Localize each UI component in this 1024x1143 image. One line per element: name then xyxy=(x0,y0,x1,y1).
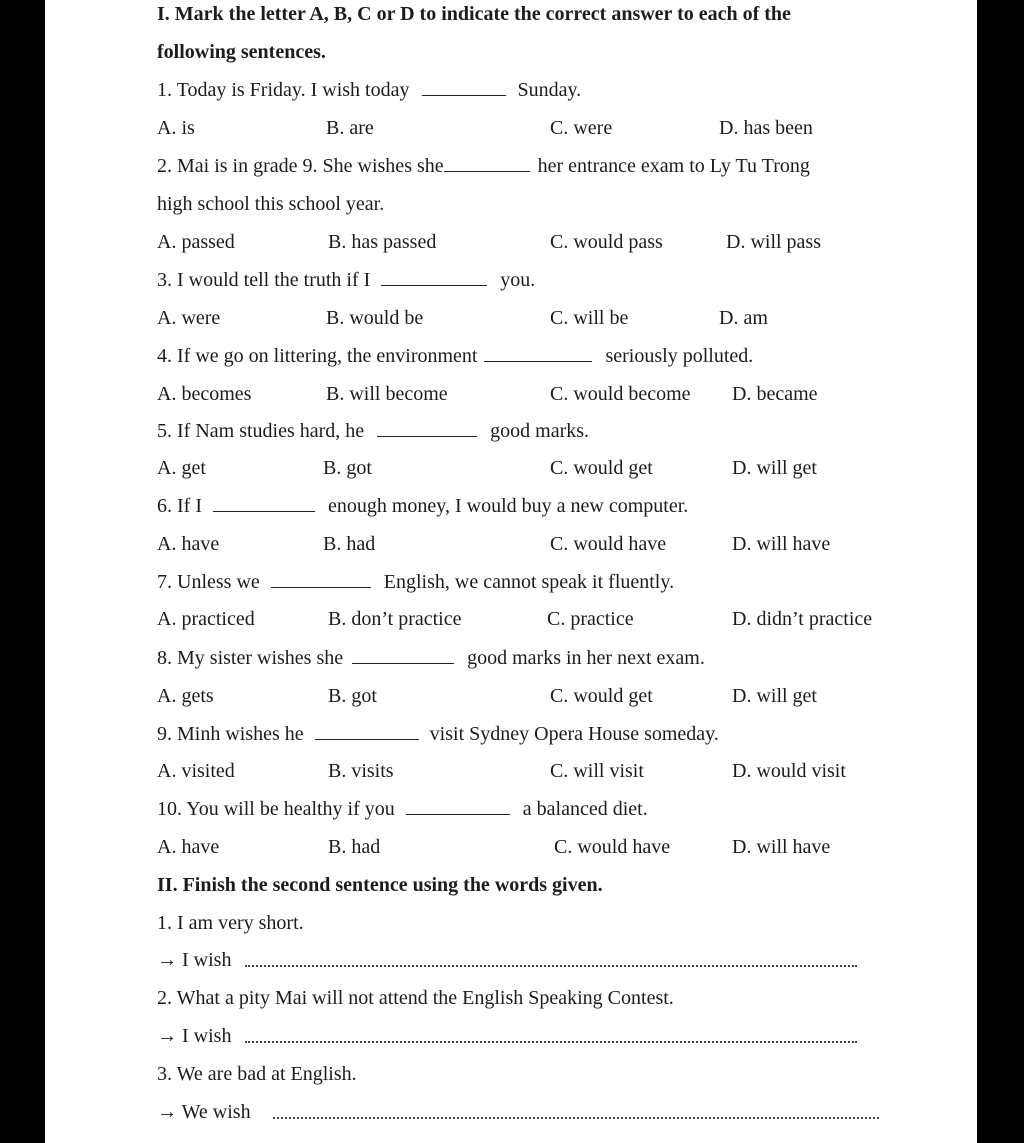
question-8 xyxy=(157,646,705,670)
rewrite-sentence-3: 3. We are bad at English. xyxy=(157,1063,357,1085)
option-a: A. is xyxy=(157,117,195,139)
option-b: B. has passed xyxy=(328,231,437,253)
option-b: B. would be xyxy=(326,307,424,329)
question-text: 3. I would tell the truth if I xyxy=(157,269,371,291)
question-text-end: a balanced diet. xyxy=(522,798,648,820)
option-a: A. have xyxy=(157,836,220,858)
answer-line-2 xyxy=(245,1041,857,1043)
answer-blank xyxy=(377,420,477,437)
option-c: C. will visit xyxy=(550,760,644,782)
option-c: C. would have xyxy=(550,533,667,555)
part2-title: II. Finish the second sentence using the words given. xyxy=(157,874,603,896)
question-text-end: good marks. xyxy=(490,420,590,442)
question-text: 8. My sister wishes she xyxy=(157,647,344,669)
answer-blank xyxy=(484,345,592,362)
question-7 xyxy=(157,570,674,594)
option-b: B. had xyxy=(328,836,381,858)
answer-line-1 xyxy=(245,965,857,967)
question-3 xyxy=(157,268,535,292)
answer-blank xyxy=(352,647,454,664)
option-a: A. have xyxy=(157,533,220,555)
answer-blank xyxy=(381,269,487,286)
option-a: A. get xyxy=(157,457,206,479)
question-text-end: her entrance exam to Ly Tu Trong xyxy=(537,155,810,177)
question-9 xyxy=(157,722,719,746)
question-text: 9. Minh wishes he xyxy=(157,723,304,745)
option-c: C. would become xyxy=(550,383,691,405)
question-text-end: enough money, I would buy a new computer. xyxy=(327,495,689,517)
option-a: A. passed xyxy=(157,231,235,253)
rewrite-prompt-2: → I wish xyxy=(157,1025,232,1047)
option-d: D. will pass xyxy=(726,231,821,253)
question-text: 2. Mai is in grade 9. She wishes she xyxy=(157,155,444,177)
question-text-end: seriously polluted. xyxy=(605,345,754,367)
question-2-continuation: high school this school year. xyxy=(157,193,385,215)
answer-blank xyxy=(315,723,419,740)
question-text: 1. Today is Friday. I wish today xyxy=(157,79,410,101)
option-d: D. has been xyxy=(719,117,813,139)
option-d: D. will have xyxy=(732,836,831,858)
option-c: C. will be xyxy=(550,307,629,329)
option-d: D. became xyxy=(732,383,818,405)
option-b: B. are xyxy=(326,117,374,139)
rewrite-sentence-1: 1. I am very short. xyxy=(157,912,304,934)
option-d: D. am xyxy=(719,307,768,329)
option-d: D. didn’t practice xyxy=(732,608,873,630)
question-4 xyxy=(157,344,753,368)
option-b: B. visits xyxy=(328,760,394,782)
answer-blank xyxy=(271,571,371,588)
question-text-end: you. xyxy=(500,269,536,291)
option-c: C. were xyxy=(550,117,613,139)
option-a: A. gets xyxy=(157,685,214,707)
question-text-end: good marks in her next exam. xyxy=(467,647,705,669)
question-6 xyxy=(157,494,688,518)
option-c: C. would have xyxy=(554,836,671,858)
question-text: 10. You will be healthy if you xyxy=(157,798,395,820)
answer-blank xyxy=(444,155,530,172)
option-b: B. had xyxy=(323,533,376,555)
question-text: 7. Unless we xyxy=(157,571,260,593)
option-c: C. would pass xyxy=(550,231,663,253)
part1-title-line2: following sentences. xyxy=(157,41,326,63)
option-a: A. visited xyxy=(157,760,235,782)
question-10 xyxy=(157,797,648,821)
option-b: B. don’t practice xyxy=(328,608,462,630)
question-text-end: Sunday. xyxy=(517,79,582,101)
option-c: C. would get xyxy=(550,457,653,479)
option-d: D. would visit xyxy=(732,760,846,782)
rewrite-prompt-3: → We wish xyxy=(157,1101,251,1123)
worksheet-page xyxy=(45,0,977,1143)
answer-blank xyxy=(406,798,510,815)
option-d: D. will get xyxy=(732,457,817,479)
question-text-end: visit Sydney Opera House someday. xyxy=(429,723,719,745)
option-c: C. would get xyxy=(550,685,653,707)
option-d: D. will get xyxy=(732,685,817,707)
option-d: D. will have xyxy=(732,533,831,555)
option-a: A. becomes xyxy=(157,383,252,405)
question-1 xyxy=(157,78,581,102)
question-text: 6. If I xyxy=(157,495,202,517)
answer-line-3 xyxy=(273,1117,879,1119)
part1-title-line1: I. Mark the letter A, B, C or D to indicate the correct answer to each of the xyxy=(157,3,791,25)
option-a: A. practiced xyxy=(157,608,255,630)
option-c: C. practice xyxy=(547,608,634,630)
answer-blank xyxy=(422,79,506,96)
question-text-end: English, we cannot speak it fluently. xyxy=(383,571,675,593)
option-b: B. will become xyxy=(326,383,448,405)
option-b: B. got xyxy=(323,457,372,479)
option-a: A. were xyxy=(157,307,221,329)
answer-blank xyxy=(213,495,315,512)
question-5 xyxy=(157,419,589,443)
rewrite-sentence-2: 2. What a pity Mai will not attend the English Speaking Contest. xyxy=(157,987,674,1009)
question-text: 5. If Nam studies hard, he xyxy=(157,420,365,442)
question-text: 4. If we go on littering, the environment xyxy=(157,345,478,367)
rewrite-prompt-1: → I wish xyxy=(157,949,232,971)
question-2 xyxy=(157,154,810,178)
option-b: B. got xyxy=(328,685,377,707)
